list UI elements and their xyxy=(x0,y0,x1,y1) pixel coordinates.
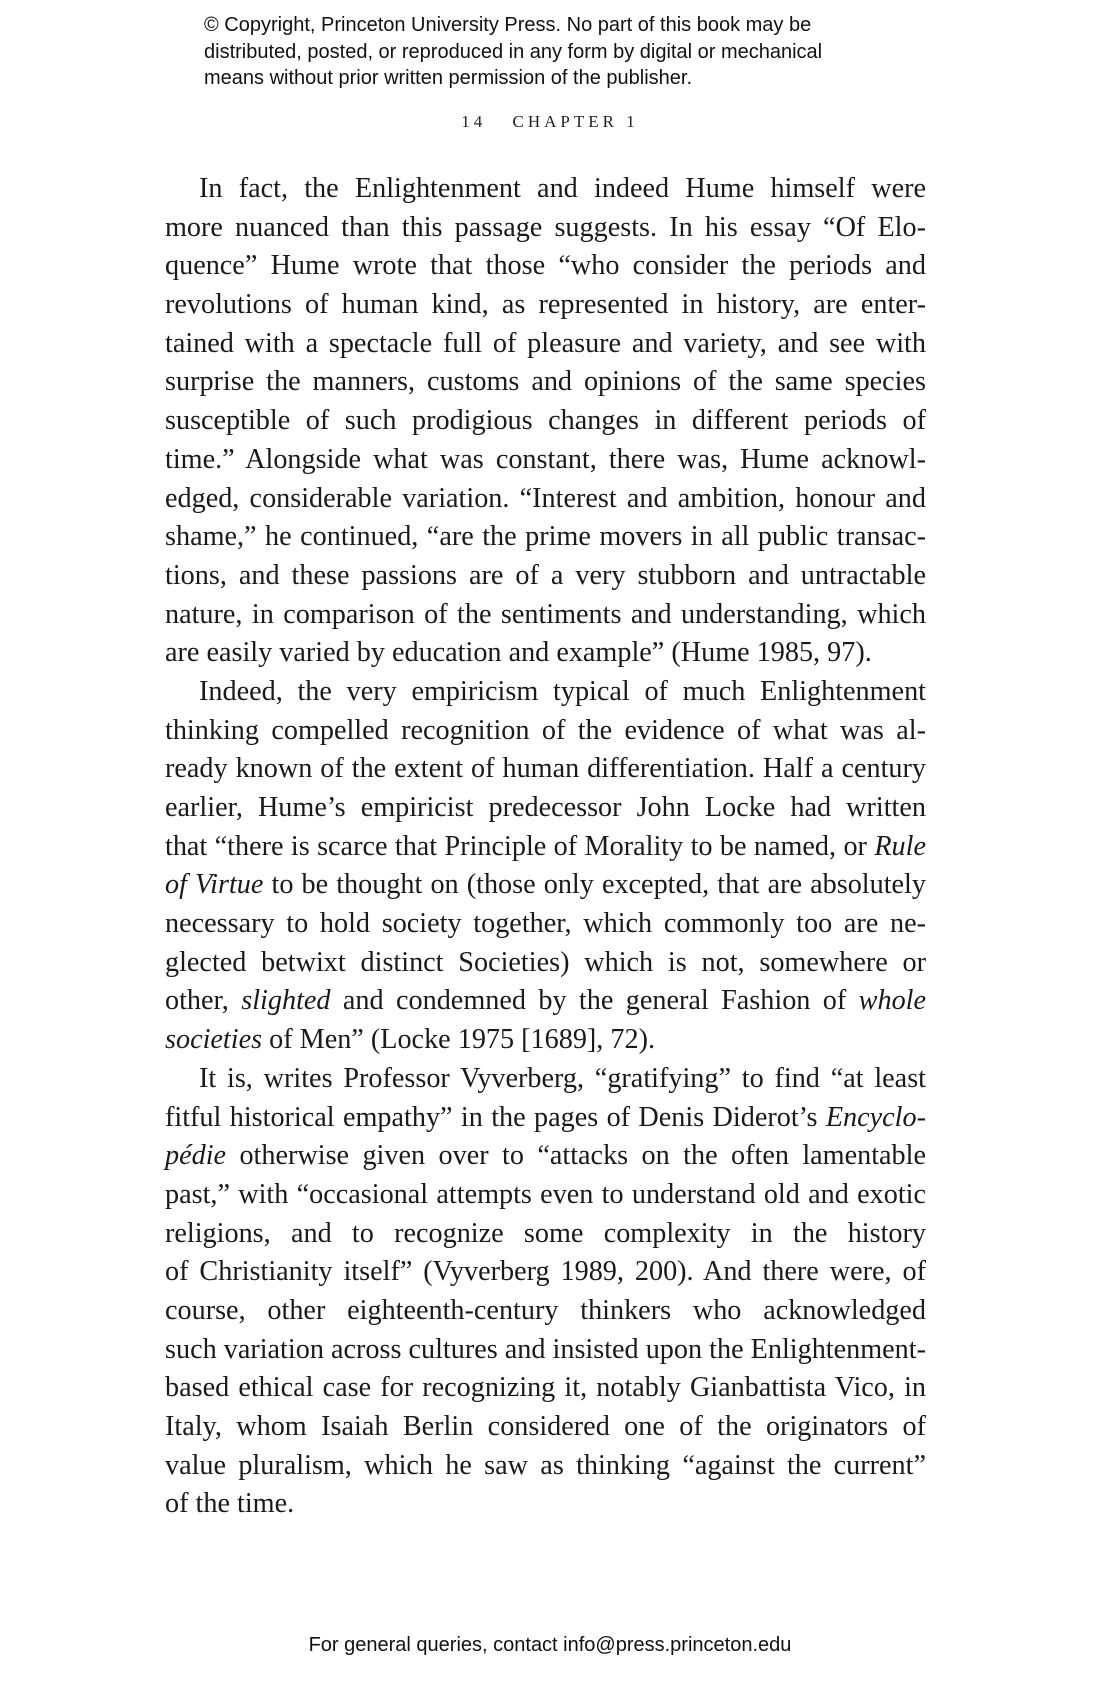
footer-contact: For general queries, contact info@press.princeton.edu xyxy=(308,1634,792,1656)
text-line xyxy=(165,866,926,905)
text-line: shame,” he continued, “are the prime movers in all public transac- xyxy=(165,521,926,553)
text-line: necessary to hold society together, which commonly too are ne- xyxy=(165,908,926,940)
italic-run: Rule xyxy=(874,830,926,862)
text-run: of Men” (Locke 1975 [1689], 72). xyxy=(262,1024,656,1056)
text-run: fitful historical empathy” in the pages of Denis Diderot’s xyxy=(165,1101,826,1133)
text-line: of Christianity itself” (Vyverberg 1989, 200). And there were, of xyxy=(165,1256,926,1288)
text-line xyxy=(165,828,926,867)
text-line: based ethical case for recognizing it, notably Gianbattista Vico, in xyxy=(165,1372,926,1404)
text-line: such variation across cultures and insisted upon the Enlightenment- xyxy=(165,1333,926,1365)
copyright-line: means without prior written permission of the publisher. xyxy=(204,67,693,89)
text-run: that “there is scarce that Principle of Morality to be named, or xyxy=(165,830,875,862)
text-line: are easily varied by education and example” (Hume 1985, 97). xyxy=(165,637,872,669)
text-line: ready known of the extent of human differentiation. Half a century xyxy=(165,753,926,785)
italic-run: societies xyxy=(165,1024,263,1056)
text-line: surprise the manners, customs and opinions of the same species xyxy=(165,366,926,398)
text-line xyxy=(165,1137,926,1176)
text-line: susceptible of such prodigious changes in different periods of xyxy=(165,405,926,437)
copyright-notice xyxy=(204,12,964,92)
body-text xyxy=(165,170,926,1524)
text-line: tained with a spectacle full of pleasure and variety, and see with xyxy=(165,327,926,359)
text-line: nature, in comparison of the sentiments and understanding, which xyxy=(165,598,926,630)
copyright-line: distributed, posted, or reproduced in any form by digital or mechanical xyxy=(204,40,823,63)
text-line: quence” Hume wrote that those “who consider the periods and xyxy=(165,250,926,282)
italic-run: pédie xyxy=(165,1140,227,1172)
text-line: past,” with “occasional attempts even to understand old and exotic xyxy=(165,1178,926,1210)
text-line: edged, considerable variation. “Interest and ambition, honour and xyxy=(165,482,926,514)
text-run: otherwise given over to “attacks on the often lamentable xyxy=(226,1140,926,1172)
text-run: and condemned by the general Fashion of xyxy=(330,985,859,1017)
text-line: In fact, the Enlightenment and indeed Hume himself were xyxy=(199,173,926,204)
italic-run: slighted xyxy=(241,985,331,1017)
text-line: more nuanced than this passage suggests. In his essay “Of Elo- xyxy=(165,211,926,243)
page-number: 14 xyxy=(461,112,487,131)
text-line: earlier, Hume’s empiricist predecessor John Locke had written xyxy=(165,792,926,823)
text-line: value pluralism, which he saw as thinking “against the current” xyxy=(165,1449,926,1481)
text-run: to be thought on (those only excepted, that are absolutely xyxy=(263,869,926,901)
text-run: other, xyxy=(165,985,242,1017)
italic-run: whole xyxy=(858,985,927,1017)
text-line: of the time. xyxy=(165,1488,295,1520)
text-line: time.” Alongside what was constant, there was, Hume acknowl- xyxy=(165,443,926,475)
text-line: Italy, whom Isaiah Berlin considered one of the originators of xyxy=(165,1411,926,1442)
italic-run: Encyclo- xyxy=(825,1101,926,1133)
text-line: Indeed, the very empiricism typical of much Enlightenment xyxy=(199,675,926,707)
text-line: religions, and to recognize some complexity in the history xyxy=(165,1217,926,1249)
chapter-label: CHAPTER 1 xyxy=(512,112,639,131)
text-line xyxy=(165,982,926,1021)
text-line: tions, and these passions are of a very stubborn and untractable xyxy=(165,559,926,591)
text-line: course, other eighteenth-century thinkers who acknowledged xyxy=(165,1294,926,1326)
text-line xyxy=(165,1099,926,1138)
text-line: revolutions of human kind, as represented in history, are enter- xyxy=(165,289,926,321)
italic-run: of Virtue xyxy=(165,869,264,901)
text-line: thinking compelled recognition of the evidence of what was al- xyxy=(165,714,926,746)
text-line xyxy=(165,1021,926,1060)
copyright-line: © Copyright, Princeton University Press. No part of this book may be xyxy=(204,14,812,36)
text-line: glected betwixt distinct Societies) which is not, somewhere or xyxy=(165,946,926,978)
text-line: It is, writes Professor Vyverberg, “gratifying” to find “at least xyxy=(199,1062,926,1094)
running-head xyxy=(0,112,1100,132)
